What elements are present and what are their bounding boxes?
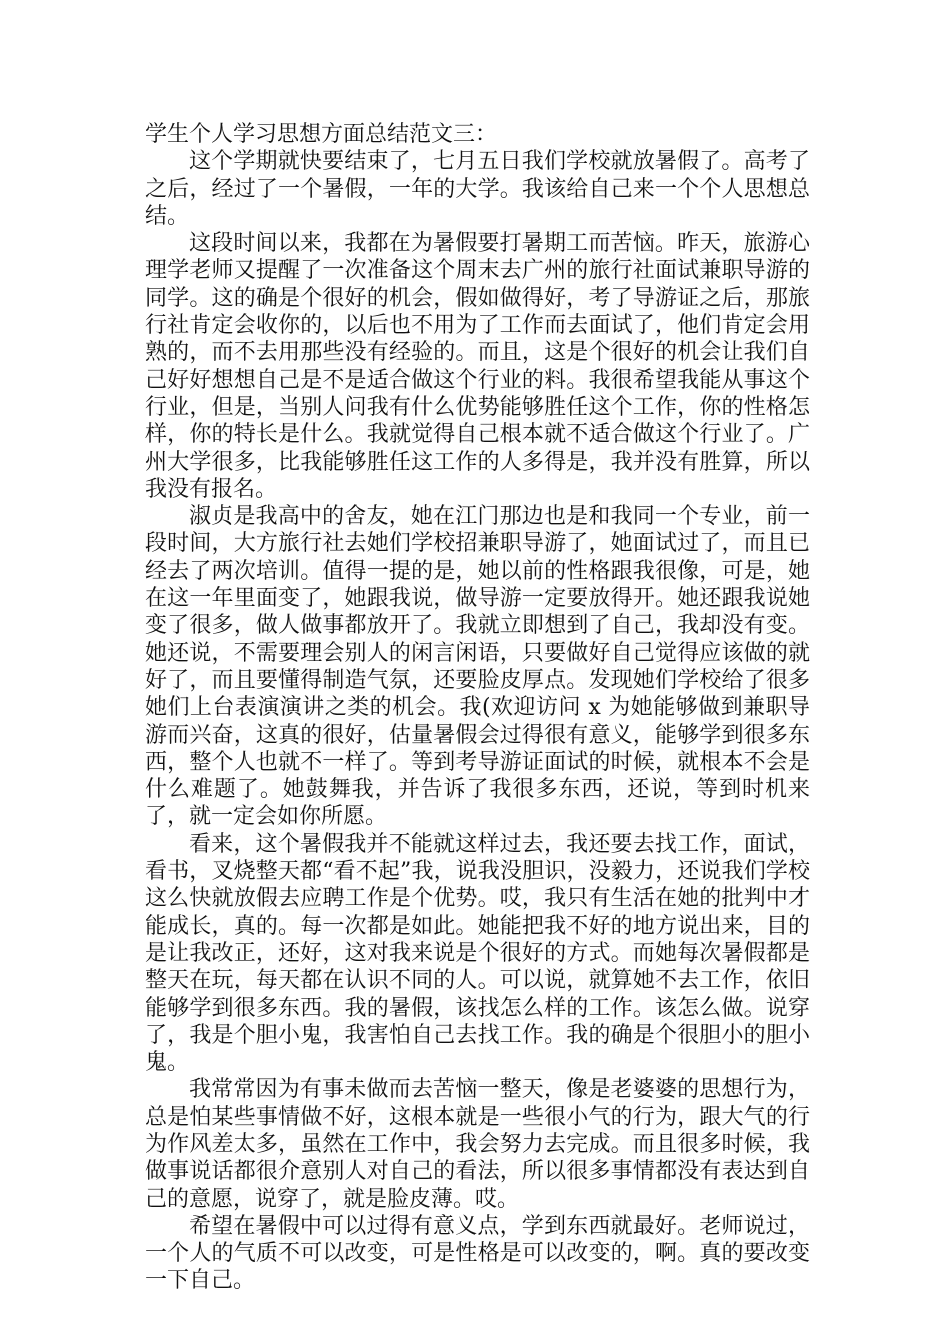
paragraph-6: 希望在暑假中可以过得有意义点，学到东西就最好。老师说过，一个人的气质不可以改变，可是性格是可以改变的，啊。真的要改变一下自己。 xyxy=(145,1213,810,1294)
document-title: 学生个人学习思想方面总结范文三： xyxy=(145,122,498,147)
paragraph-2: 这段时间以来，我都在为暑假要打暑期工而苦恼。昨天，旅游心理学老师又提醒了一次准备这个周末去广州的旅行社面试兼职导游的同学。这的确是个很好的机会，假如做得好，考了导游证之后，那旅行社肯定会收你的，以后也不用为了工作而去面试了，他们肯定会用熟的，而不去用那些没有经验的。而且，这是个很好的机会让我们自己好好想想自己是不是适合做这个行业的料。我很希望我能从事这个行业，但是，当别人问我有什么优势能够胜任这个工作，你的性格怎样，你的特长是什么。我就觉得自己根本就不适合做这个行业了。广州大学很多，比我能够胜任这工作的人多得是，我并没有胜算，所以我没有报名。 xyxy=(145,231,810,502)
paragraph-5: 我常常因为有事未做而去苦恼一整天，像是老婆婆的思想行为，总是怕某些事情做不好，这根本就是一些很小气的行为，跟大气的行为作风差太多，虽然在工作中，我会努力去完成。而且很多时候，我做事说话都很介意别人对自己的看法，所以很多事情都没有表达到自己的意愿，说穿了，就是脸皮薄。哎。 xyxy=(145,1077,810,1212)
paragraph-1: 这个学期就快要结束了，七月五日我们学校就放暑假了。高考了之后，经过了一个暑假，一年的大学。我该给自己来一个个人思想总结。 xyxy=(145,149,810,229)
document-body xyxy=(145,121,810,1295)
paragraph-4: 看来，这个暑假我并不能就这样过去，我还要去找工作，面试，看书，叉烧整天都“看不起”我，说我没胆识，没毅力，还说我们学校这么快就放假去应聘工作是个优势。哎，我只有生活在她的批判中才能成长，真的。每一次都是如此。她能把我不好的地方说出来，目的是让我改正，还好，这对我来说是个很好的方式。而她每次暑假都是整天在玩，每天都在认识不同的人。可以说，就算她不去工作，依旧能够学到很多东西。我的暑假，该找怎么样的工作。该怎么做。说穿了，我是个胆小鬼，我害怕自己去找工作。我的确是个很胆小的胆小鬼。 xyxy=(145,831,810,1076)
paragraph-3: 淑贞是我高中的舍友，她在江门那边也是和我同一个专业，前一段时间，大方旅行社去她们学校招兼职导游了，她面试过了，而且已经去了两次培训。值得一提的是，她以前的性格跟我很像，可是，她在这一年里面变了，她跟我说，做导游一定要放得开。她还跟我说她变了很多，做人做事都放开了。我就立即想到了自己，我却没有变。她还说，不需要理会别人的闲言闲语，只要做好自己觉得应该做的就好了，而且要懂得制造气氛，还要脸皮厚点。发现她们学校给了很多她们上台表演演讲之类的机会。我(欢迎访问 x 为她能够做到兼职导游而兴奋，这真的很好，估量暑假会过得很有意义，能够学到很多东西，整个人也就不一样了。等到考导游证面试的时候，就根本不会是什么难题了。她鼓舞我，并告诉了我很多东西，还说，等到时机来了，就一定会如你所愿。 xyxy=(145,504,810,830)
